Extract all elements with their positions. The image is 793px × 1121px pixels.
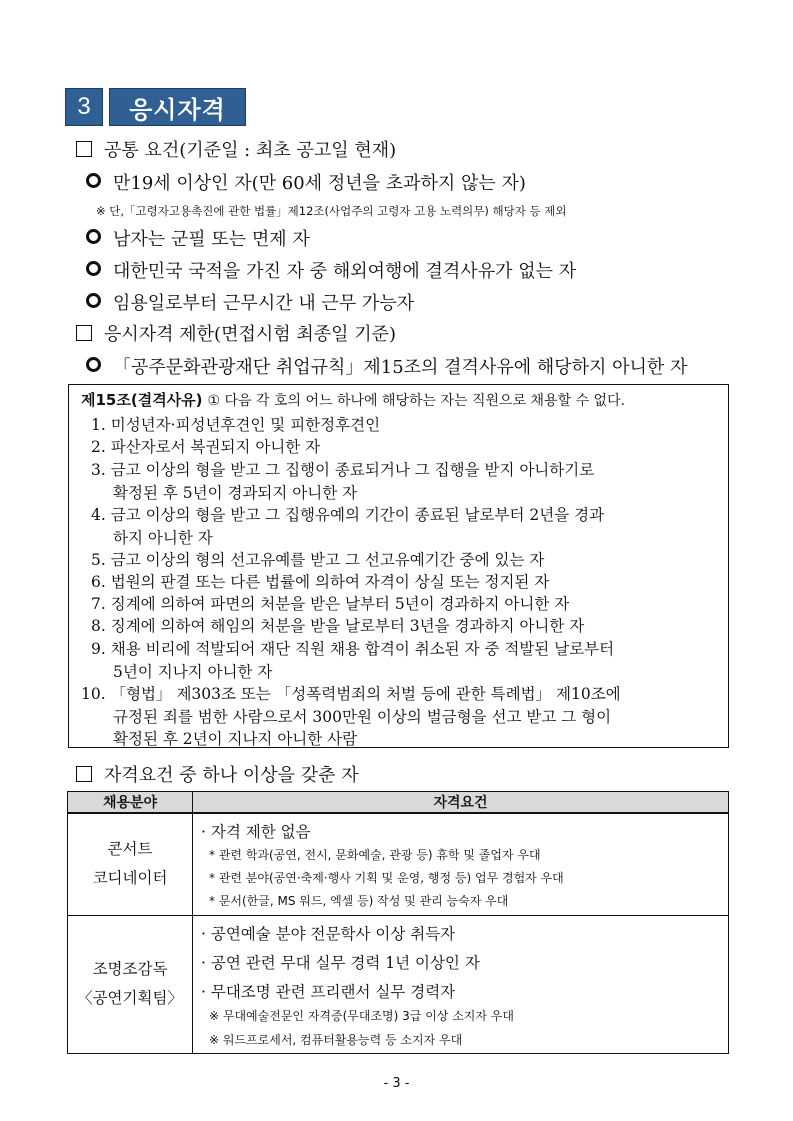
circle-bullet-icon <box>86 229 101 244</box>
common-item: 남자는 군필 또는 면제 자 <box>86 225 310 251</box>
article-line: 6. 법원의 판결 또는 다른 법률에 의하여 자격이 상실 또는 정지된 자 <box>91 573 550 591</box>
article-line: 확정된 후 5년이 경과되지 아니한 자 <box>113 484 358 502</box>
table-header-row <box>68 792 729 814</box>
article-box <box>68 384 729 748</box>
section-heading <box>65 88 246 124</box>
requirement-item: · 자격 제한 없음 <box>201 823 311 841</box>
column-header: 채용분야 <box>68 792 193 814</box>
qualification-table <box>67 791 729 1054</box>
article-line: 3. 금고 이상의 형을 받고 그 집행이 종료되거나 그 집행을 받지 아니하기로 <box>91 461 595 479</box>
article-line: 5년이 지나지 아니한 자 <box>113 663 273 681</box>
article-line: 5. 금고 이상의 형의 선고유예를 받고 그 선고유예기간 중에 있는 자 <box>91 551 545 569</box>
article-line: 4. 금고 이상의 형을 받고 그 집행유예의 기간이 종료된 날로부터 2년을 경과 <box>91 506 605 524</box>
article-intro: ① 다음 각 호의 어느 하나에 해당하는 자는 직원으로 채용할 수 없다. <box>207 393 626 409</box>
article-heading <box>81 389 625 410</box>
common-note: ※ 단,「고령자고용촉진에 관한 법률」제12조(사업주의 고령자 고용 노력의무) 해당자 등 제외 <box>96 204 567 218</box>
common-item: 만19세 이상인 자(만 60세 정년을 초과하지 않는 자) <box>86 169 526 195</box>
common-item: 임용일로부터 근무시간 내 근무 가능자 <box>86 289 414 315</box>
column-header: 자격요건 <box>193 792 729 814</box>
requirement-item: · 공연 관련 무대 실무 경력 1년 이상인 자 <box>201 953 480 972</box>
field-cell: 콘서트 코디네이터 <box>68 813 193 915</box>
requirement-note: * 문서(한글, MS 워드, 엑셀 등) 작성 및 관리 능숙자 우대 <box>209 894 509 908</box>
field-cell: 조명조감독 〈공연기획팀〉 <box>68 915 193 1053</box>
requirement-note: ※ 무대예술전문인 자격증(무대조명) 3급 이상 소지자 우대 <box>209 1008 514 1023</box>
circle-bullet-icon <box>86 173 101 188</box>
article-line: 9. 채용 비리에 적발되어 재단 직원 채용 합격이 취소된 자 중 적발된 날로부터 <box>91 640 615 658</box>
common-header: 공통 요건(기준일 : 최초 공고일 현재) <box>76 136 396 162</box>
square-bullet-icon <box>76 766 92 782</box>
article-line: 8. 징계에 의하여 해임의 처분을 받을 날로부터 3년을 경과하지 아니한 자 <box>91 617 585 635</box>
restriction-item: 「공주문화관광재단 취업규칙」제15조의 결격사유에 해당하지 아니한 자 <box>86 353 687 379</box>
requirement-item: · 무대조명 관련 프리랜서 실무 경력자 <box>201 982 456 1001</box>
square-bullet-icon <box>76 325 92 341</box>
article-line: 7. 징계에 의하여 파면의 처분을 받은 날부터 5년이 경과하지 아니한 자 <box>91 595 570 613</box>
circle-bullet-icon <box>86 293 101 308</box>
article-line: 1. 미성년자·피성년후견인 및 피한정후견인 <box>91 416 381 434</box>
common-item: 대한민국 국적을 가진 자 중 해외여행에 결격사유가 없는 자 <box>86 257 576 283</box>
requirement-cell <box>193 813 729 915</box>
table-row <box>68 813 729 915</box>
article-line: 2. 파산자로서 복권되지 아니한 자 <box>91 438 321 456</box>
article-line: 확정된 후 2년이 지나지 아니한 사람 <box>113 730 358 748</box>
circle-bullet-icon <box>86 261 101 276</box>
qualification-header: 자격요건 중 하나 이상을 갖춘 자 <box>76 761 359 787</box>
article-line: 규정된 죄를 범한 사람으로서 300만원 이상의 벌금형을 선고 받고 그 형이 <box>113 708 612 726</box>
requirement-note: * 관련 학과(공연, 전시, 문화예술, 관광 등) 휴학 및 졸업자 우대 <box>209 848 541 862</box>
section-number: 3 <box>65 88 103 126</box>
article-line: 10. 「형법」 제303조 또는 「성폭력범죄의 처벌 등에 관한 특례법」 제10조에 <box>81 685 621 703</box>
page-number: - 3 - <box>383 1076 410 1091</box>
table-row <box>68 915 729 1053</box>
square-bullet-icon <box>76 141 92 157</box>
requirement-cell <box>193 915 729 1053</box>
requirement-item: · 공연예술 분야 전문학사 이상 취득자 <box>201 924 456 943</box>
restriction-header: 응시자격 제한(면접시험 최종일 기준) <box>76 320 396 346</box>
circle-bullet-icon <box>86 357 101 372</box>
article-title: 제15조(결격사유) <box>81 391 203 409</box>
section-title: 응시자격 <box>109 88 246 126</box>
article-line: 하지 아니한 자 <box>113 529 213 547</box>
requirement-note: ※ 워드프로세서, 컴퓨터활용능력 등 소지자 우대 <box>209 1032 463 1047</box>
requirement-note: * 관련 분야(공연·축제·행사 기획 및 운영, 행정 등) 업무 경험자 우대 <box>209 871 564 885</box>
